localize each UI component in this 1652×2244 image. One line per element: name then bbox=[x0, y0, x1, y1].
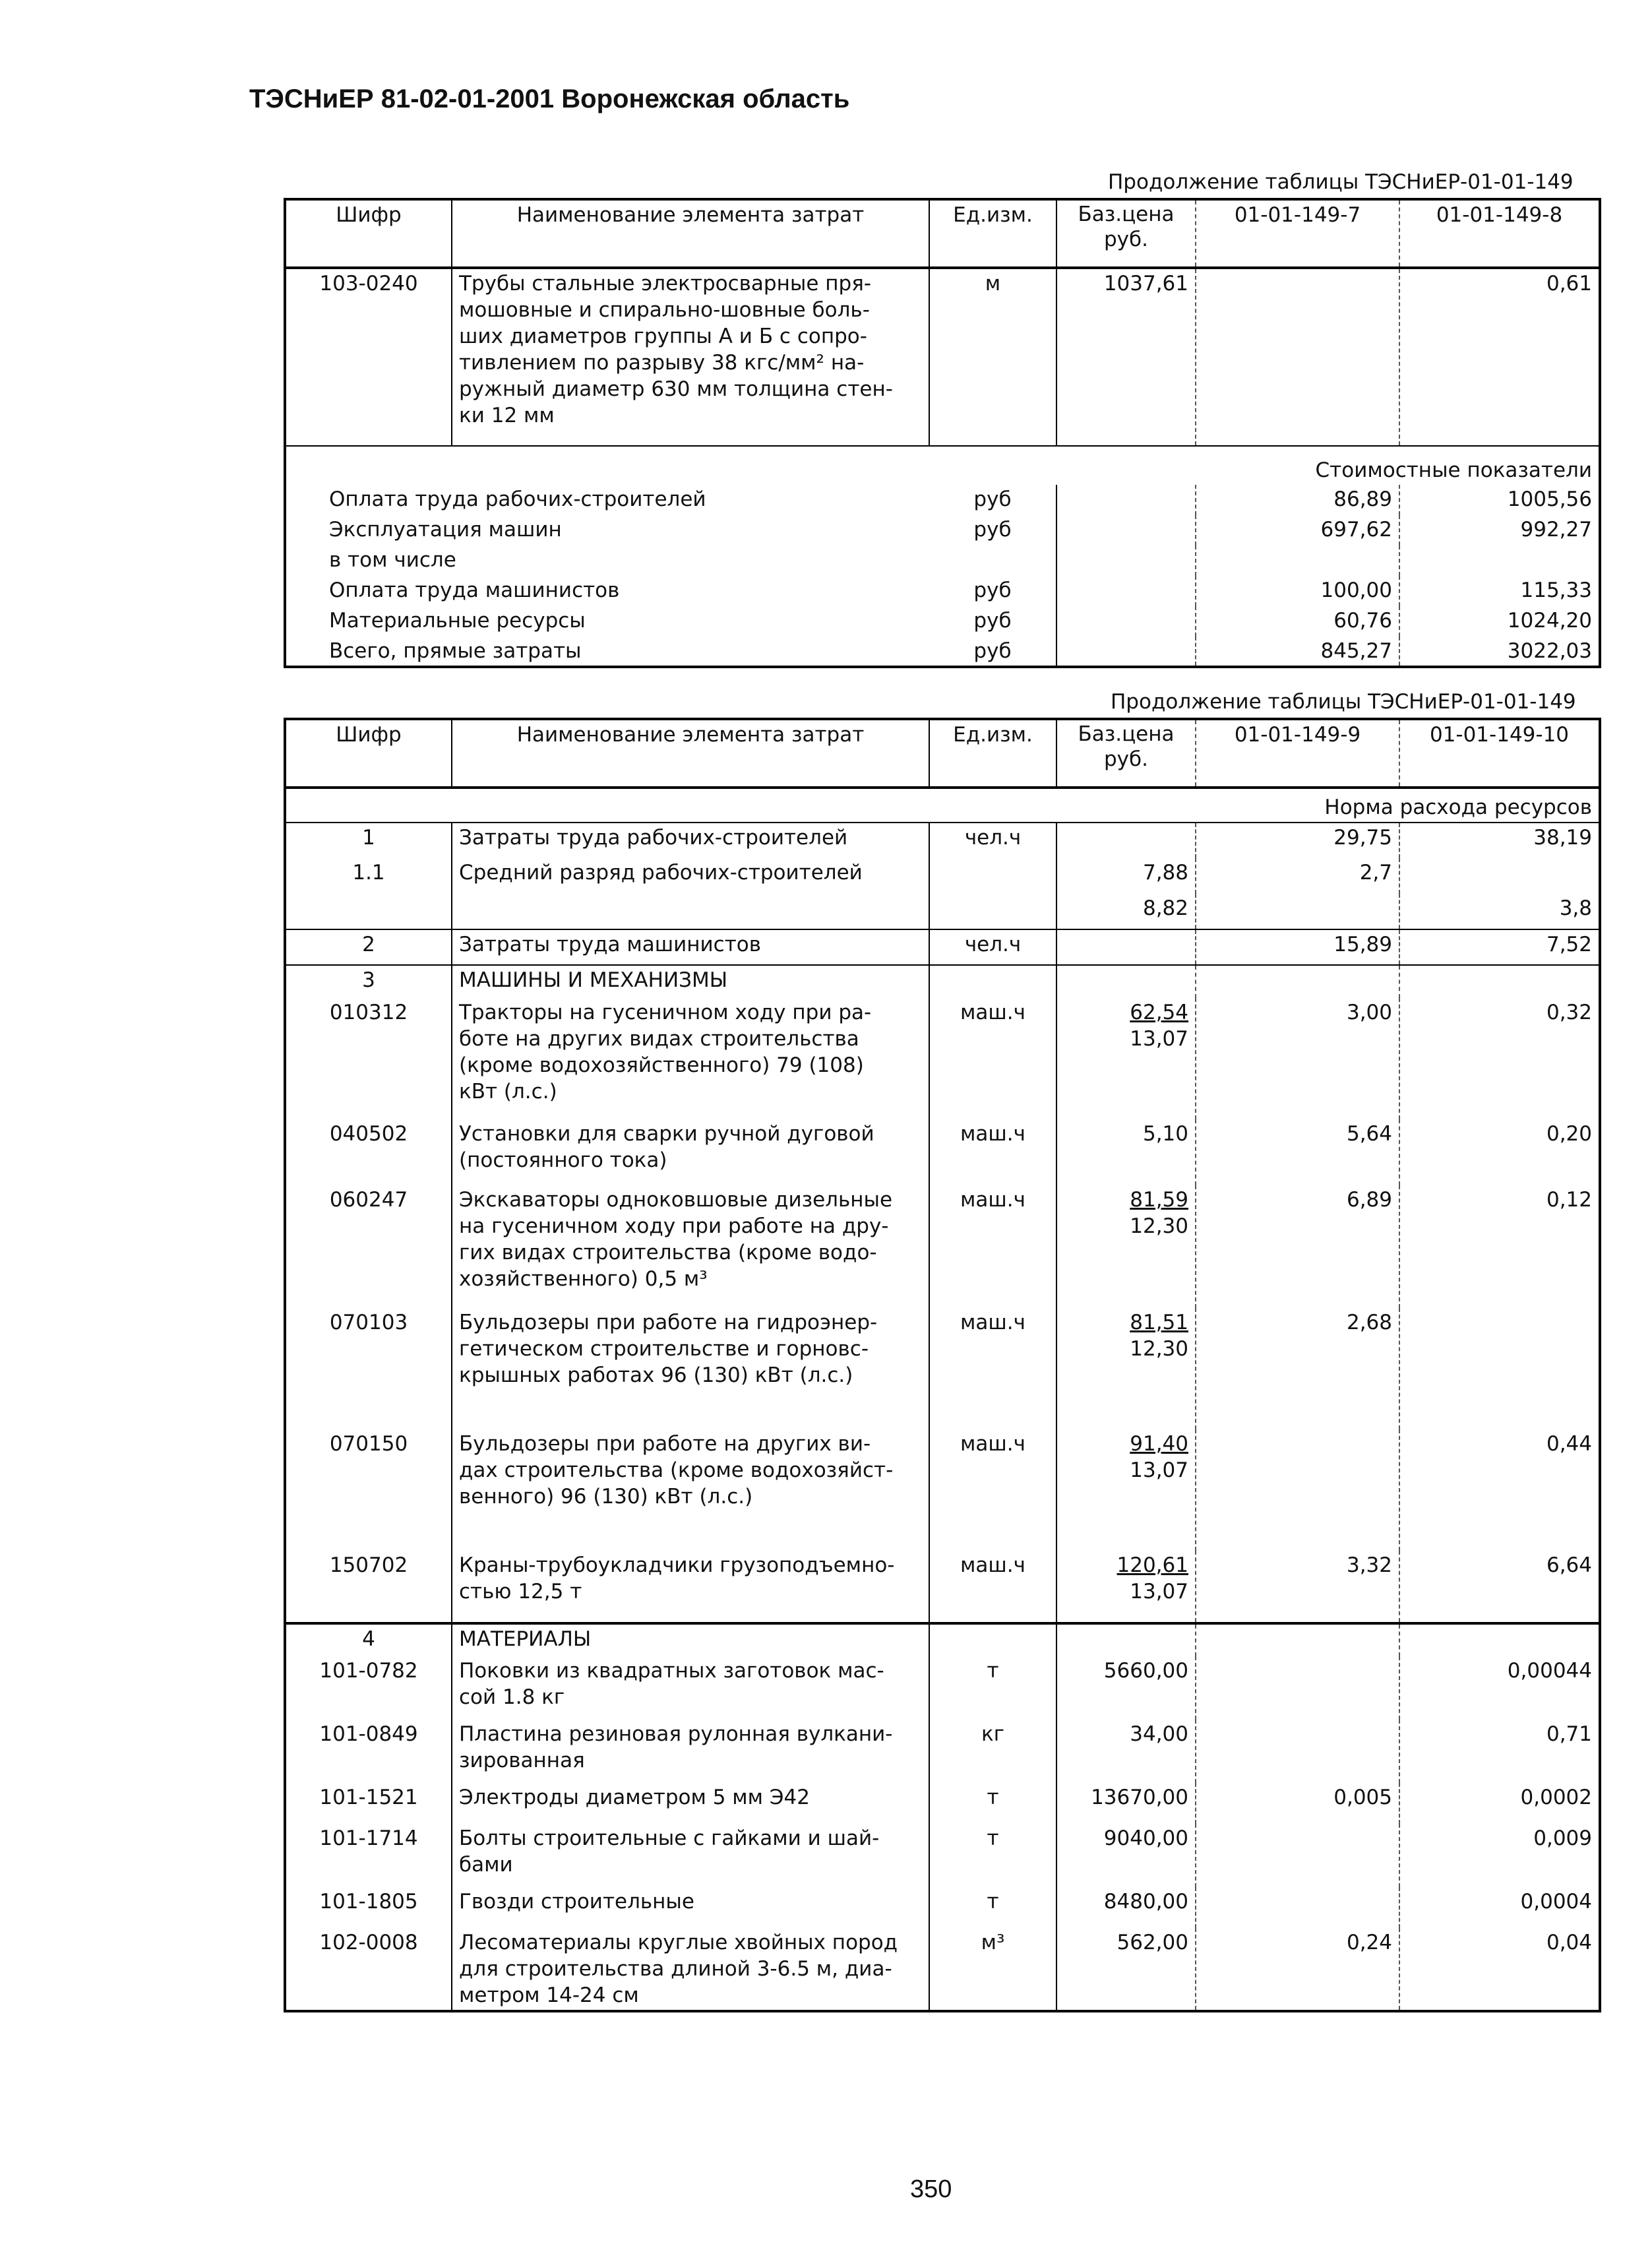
material-row bbox=[285, 1783, 1600, 1824]
resource-code: 1 bbox=[285, 823, 452, 858]
unit: м³ bbox=[929, 1928, 1056, 2011]
cost-row bbox=[285, 637, 1600, 667]
material-row bbox=[285, 1887, 1600, 1928]
unit: кг bbox=[929, 1720, 1056, 1783]
unit: м bbox=[929, 268, 1056, 446]
resource-code: 102-0008 bbox=[285, 1928, 452, 2011]
norm-value-a: 0,005 bbox=[1196, 1783, 1399, 1824]
norm-value-b bbox=[1399, 1623, 1600, 1656]
cost-row bbox=[285, 576, 1600, 606]
norm-value-a: 6,89 bbox=[1196, 1185, 1399, 1308]
section-code: 4 bbox=[285, 1623, 452, 1656]
header-code: Шифр bbox=[285, 719, 452, 788]
price-operator-wage: 12,30 bbox=[1130, 1214, 1188, 1238]
table-header-row bbox=[285, 199, 1600, 268]
unit: т bbox=[929, 1824, 1056, 1887]
unit: чел.ч bbox=[929, 823, 1056, 858]
cost-name: Оплата труда машинистов bbox=[329, 578, 620, 602]
base-price: 34,00 bbox=[1056, 1720, 1196, 1783]
norm-value-a bbox=[1196, 1824, 1399, 1887]
header-norm-a: 01-01-149-7 bbox=[1196, 199, 1399, 268]
cost-row bbox=[285, 515, 1600, 545]
material-row bbox=[285, 1824, 1600, 1887]
cost-name: Всего, прямые затраты bbox=[329, 639, 582, 663]
base-price: 13670,00 bbox=[1056, 1783, 1196, 1824]
norm-value-a: 15,89 bbox=[1196, 929, 1399, 965]
resource-table-1 bbox=[284, 198, 1601, 668]
machine-row bbox=[285, 1551, 1600, 1623]
resource-code: 1.1 bbox=[285, 858, 452, 894]
norm-value-a: 2,68 bbox=[1196, 1308, 1399, 1429]
norm-value-a: 3,32 bbox=[1196, 1551, 1399, 1623]
labor-row bbox=[285, 894, 1600, 929]
norm-value-a: 0,24 bbox=[1196, 1928, 1399, 2011]
labor-row bbox=[285, 823, 1600, 858]
norm-value-b: 0,00044 bbox=[1507, 1659, 1592, 1683]
table-row bbox=[285, 268, 1600, 446]
table2-continuation-caption: Продолжение таблицы ТЭСНиЕР-01-01-149 bbox=[1111, 690, 1576, 714]
cost-value-b bbox=[1399, 545, 1600, 576]
resource-code: 103-0240 bbox=[285, 268, 452, 446]
cost-value-b: 115,33 bbox=[1520, 578, 1592, 602]
header-name: Наименование элемента затрат bbox=[452, 199, 929, 268]
cost-caption-row bbox=[285, 446, 1600, 485]
norm-value-a: 3,00 bbox=[1196, 998, 1399, 1119]
price-total: 81,59 bbox=[1130, 1188, 1188, 1212]
resource-name: Тракторы на гусеничном ходу при ра- боте на других видах строительства (кроме водохозяйственного) 79 (108) кВт (л.с.) bbox=[452, 998, 929, 1119]
base-price bbox=[1056, 1119, 1196, 1185]
norm-value-b: 7,52 bbox=[1399, 929, 1600, 965]
machine-row bbox=[285, 998, 1600, 1119]
resource-name: Затраты труда машинистов bbox=[452, 929, 929, 965]
unit: маш.ч bbox=[929, 1429, 1056, 1551]
machine-row bbox=[285, 1119, 1600, 1185]
norm-value-b: 0,0002 bbox=[1520, 1786, 1592, 1809]
unit: т bbox=[929, 1887, 1056, 1928]
resource-name: Гвозди строительные bbox=[452, 1887, 929, 1928]
cost-base-price bbox=[1056, 637, 1196, 667]
norm-value-b: 0,44 bbox=[1546, 1432, 1592, 1456]
resource-code: 150702 bbox=[285, 1551, 452, 1623]
norm-value-a bbox=[1196, 965, 1399, 998]
machine-row bbox=[285, 1308, 1600, 1429]
resource-name bbox=[452, 894, 929, 929]
norm-value-a bbox=[1196, 268, 1399, 446]
cost-value-b: 1024,20 bbox=[1507, 609, 1592, 633]
base-price bbox=[1056, 1623, 1196, 1656]
norm-value-a: 29,75 bbox=[1196, 823, 1399, 858]
price-operator-wage: 12,30 bbox=[1130, 1337, 1188, 1361]
base-price bbox=[1056, 965, 1196, 998]
base-price: 8,82 bbox=[1056, 894, 1196, 929]
cost-row bbox=[285, 545, 1600, 576]
cost-value-a: 86,89 bbox=[1196, 485, 1399, 515]
cost-value-b: 992,27 bbox=[1520, 518, 1592, 542]
unit: маш.ч bbox=[929, 1308, 1056, 1429]
norm-value-a: 2,7 bbox=[1196, 858, 1399, 894]
base-price bbox=[1056, 1551, 1196, 1623]
unit bbox=[929, 1623, 1056, 1656]
norm-value-a bbox=[1196, 1429, 1399, 1551]
cost-value-a: 100,00 bbox=[1196, 576, 1399, 606]
norm-value-b: 0,61 bbox=[1546, 272, 1592, 296]
norm-value-b: 0,04 bbox=[1546, 1931, 1592, 1954]
header-norm-b: 01-01-149-8 bbox=[1399, 199, 1600, 268]
cost-row bbox=[285, 485, 1600, 515]
unit bbox=[929, 894, 1056, 929]
base-price bbox=[1056, 1308, 1196, 1429]
operators-row bbox=[285, 929, 1600, 965]
norm-caption-row bbox=[285, 788, 1600, 823]
base-price bbox=[1056, 1429, 1196, 1551]
material-row bbox=[285, 1656, 1600, 1720]
base-price bbox=[1056, 929, 1196, 965]
norm-value-b bbox=[1399, 965, 1600, 998]
resource-code bbox=[285, 894, 452, 929]
cost-value-a bbox=[1196, 545, 1399, 576]
resource-code: 060247 bbox=[285, 1185, 452, 1308]
cost-name: Материальные ресурсы bbox=[329, 609, 586, 633]
norm-value-a bbox=[1196, 1720, 1399, 1783]
resource-code: 070103 bbox=[285, 1308, 452, 1429]
unit bbox=[929, 965, 1056, 998]
cost-base-price bbox=[1056, 545, 1196, 576]
base-price bbox=[1056, 1185, 1196, 1308]
base-price: 7,88 bbox=[1056, 858, 1196, 894]
norm-value-b: 0,32 bbox=[1546, 1001, 1592, 1024]
machine-row bbox=[285, 1185, 1600, 1308]
unit bbox=[929, 858, 1056, 894]
norm-value-a bbox=[1196, 1656, 1399, 1720]
section-row bbox=[285, 1623, 1600, 1656]
norm-value-a bbox=[1196, 1623, 1399, 1656]
material-row bbox=[285, 1720, 1600, 1783]
cost-value-b: 3022,03 bbox=[1507, 639, 1592, 663]
resource-code: 010312 bbox=[285, 998, 452, 1119]
header-norm-b: 01-01-149-10 bbox=[1399, 719, 1600, 788]
unit: т bbox=[929, 1783, 1056, 1824]
norm-value-b: 0,71 bbox=[1546, 1722, 1592, 1746]
cost-name: Эксплуатация машин bbox=[329, 518, 562, 542]
cost-unit: руб bbox=[929, 515, 1056, 545]
norm-value-b: 38,19 bbox=[1399, 823, 1600, 858]
section-title: МАТЕРИАЛЫ bbox=[452, 1623, 929, 1656]
resource-name: Затраты труда рабочих-строителей bbox=[452, 823, 929, 858]
cost-unit: руб bbox=[929, 576, 1056, 606]
base-price: 1037,61 bbox=[1056, 268, 1196, 446]
resource-name: Установки для сварки ручной дуговой (постоянного тока) bbox=[452, 1119, 929, 1185]
cost-value-a: 845,27 bbox=[1196, 637, 1399, 667]
resource-code: 101-0849 bbox=[285, 1720, 452, 1783]
norm-value-b bbox=[1399, 1308, 1600, 1429]
resource-code: 2 bbox=[285, 929, 452, 965]
header-unit: Ед.изм. bbox=[929, 719, 1056, 788]
resource-code: 101-1805 bbox=[285, 1887, 452, 1928]
resource-code: 070150 bbox=[285, 1429, 452, 1551]
resource-name: Лесоматериалы круглые хвойных пород для строительства длиной 3-6.5 м, диа- метром 14-24 см bbox=[452, 1928, 929, 2011]
resource-code: 101-1521 bbox=[285, 1783, 452, 1824]
base-price: 5660,00 bbox=[1056, 1656, 1196, 1720]
labor-row bbox=[285, 858, 1600, 894]
unit: маш.ч bbox=[929, 1185, 1056, 1308]
header-base-price: Баз.цена руб. bbox=[1056, 199, 1196, 268]
resource-name: Болты строительные с гайками и шай- бами bbox=[452, 1824, 929, 1887]
norm-value-b: 3,8 bbox=[1559, 896, 1592, 920]
material-row bbox=[285, 1928, 1600, 2011]
norm-value-b bbox=[1399, 858, 1600, 894]
price-operator-wage: 13,07 bbox=[1130, 1580, 1188, 1604]
price-total: 81,51 bbox=[1130, 1311, 1188, 1334]
cost-value-b: 1005,56 bbox=[1507, 487, 1592, 511]
norm-value-b: 0,12 bbox=[1546, 1188, 1592, 1212]
page-number: 350 bbox=[910, 2175, 952, 2203]
price-total: 62,54 bbox=[1130, 1001, 1188, 1024]
base-price: 562,00 bbox=[1056, 1928, 1196, 2011]
resource-table-2 bbox=[284, 718, 1601, 2012]
unit: маш.ч bbox=[929, 998, 1056, 1119]
unit: маш.ч bbox=[929, 1119, 1056, 1185]
resource-name: Трубы стальные электросварные пря- мошовные и спирально-шовные боль- ших диаметров группы А и Б с сопро- тивлением по разрыву 38 кгс/мм² на- ружный диаметр 630 мм толщина стен- ки 12 мм bbox=[452, 268, 929, 446]
base-price bbox=[1056, 823, 1196, 858]
resource-name: Бульдозеры при работе на других ви- дах строительства (кроме водохозяйст- венного) 96 (130) кВт (л.с.) bbox=[452, 1429, 929, 1551]
header-norm-a: 01-01-149-9 bbox=[1196, 719, 1399, 788]
price-operator-wage: 13,07 bbox=[1130, 1458, 1188, 1482]
cost-base-price bbox=[1056, 606, 1196, 637]
cost-name: Оплата труда рабочих-строителей bbox=[329, 487, 706, 511]
norm-value-b: 6,64 bbox=[1546, 1553, 1592, 1577]
unit: чел.ч bbox=[929, 929, 1056, 965]
cost-unit: руб bbox=[929, 485, 1056, 515]
norm-value-b: 0,009 bbox=[1533, 1826, 1592, 1850]
resource-name: Поковки из квадратных заготовок мас- сой 1.8 кг bbox=[452, 1656, 929, 1720]
base-price: 8480,00 bbox=[1056, 1887, 1196, 1928]
section-row bbox=[285, 965, 1600, 998]
cost-value-a: 697,62 bbox=[1196, 515, 1399, 545]
header-name: Наименование элемента затрат bbox=[452, 719, 929, 788]
unit: т bbox=[929, 1656, 1056, 1720]
header-base-price: Баз.цена руб. bbox=[1056, 719, 1196, 788]
norm-caption: Норма расхода ресурсов bbox=[1324, 795, 1592, 819]
machine-row bbox=[285, 1429, 1600, 1551]
norm-value-a bbox=[1196, 894, 1399, 929]
document-title: ТЭСНиЕР 81-02-01-2001 Воронежская область bbox=[249, 84, 850, 113]
unit: маш.ч bbox=[929, 1551, 1056, 1623]
resource-name: Средний разряд рабочих-строителей bbox=[452, 858, 929, 894]
resource-code: 040502 bbox=[285, 1119, 452, 1185]
norm-value-b: 0,20 bbox=[1546, 1122, 1592, 1146]
cost-unit bbox=[929, 545, 1056, 576]
cost-caption: Стоимостные показатели bbox=[285, 446, 1600, 485]
resource-code: 101-0782 bbox=[285, 1656, 452, 1720]
resource-name: Электроды диаметром 5 мм Э42 bbox=[452, 1783, 929, 1824]
resource-name: Краны-трубоукладчики грузоподъемно- стью 12,5 т bbox=[452, 1551, 929, 1623]
norm-value-a: 5,64 bbox=[1196, 1119, 1399, 1185]
norm-value-a bbox=[1196, 1887, 1399, 1928]
price-total: 91,40 bbox=[1130, 1432, 1188, 1456]
cost-unit: руб bbox=[929, 606, 1056, 637]
header-code: Шифр bbox=[285, 199, 452, 268]
cost-value-a: 60,76 bbox=[1196, 606, 1399, 637]
cost-base-price bbox=[1056, 576, 1196, 606]
norm-value-b: 0,0004 bbox=[1520, 1890, 1592, 1914]
resource-name: Бульдозеры при работе на гидроэнер- гетическом строительстве и горновс- крышных работах 96 (130) кВт (л.с.) bbox=[452, 1308, 929, 1429]
resource-name: Экскаваторы одноковшовые дизельные на гусеничном ходу при работе на дру- гих видах строительства (кроме водо- хозяйственного) 0,5 м³ bbox=[452, 1185, 929, 1308]
price-total: 5,10 bbox=[1142, 1122, 1188, 1146]
price-operator-wage: 13,07 bbox=[1130, 1027, 1188, 1051]
base-price: 9040,00 bbox=[1056, 1824, 1196, 1887]
cost-unit: руб bbox=[929, 637, 1056, 667]
cost-base-price bbox=[1056, 485, 1196, 515]
base-price bbox=[1056, 998, 1196, 1119]
section-title: МАШИНЫ И МЕХАНИЗМЫ bbox=[452, 965, 929, 998]
table-header-row bbox=[285, 719, 1600, 788]
price-total: 120,61 bbox=[1117, 1553, 1188, 1577]
resource-code: 101-1714 bbox=[285, 1824, 452, 1887]
cost-base-price bbox=[1056, 515, 1196, 545]
resource-name: Пластина резиновая рулонная вулкани- зированная bbox=[452, 1720, 929, 1783]
table1-continuation-caption: Продолжение таблицы ТЭСНиЕР-01-01-149 bbox=[1108, 170, 1574, 194]
cost-name: в том числе bbox=[329, 548, 456, 572]
cost-row bbox=[285, 606, 1600, 637]
header-unit: Ед.изм. bbox=[929, 199, 1056, 268]
section-code: 3 bbox=[285, 965, 452, 998]
